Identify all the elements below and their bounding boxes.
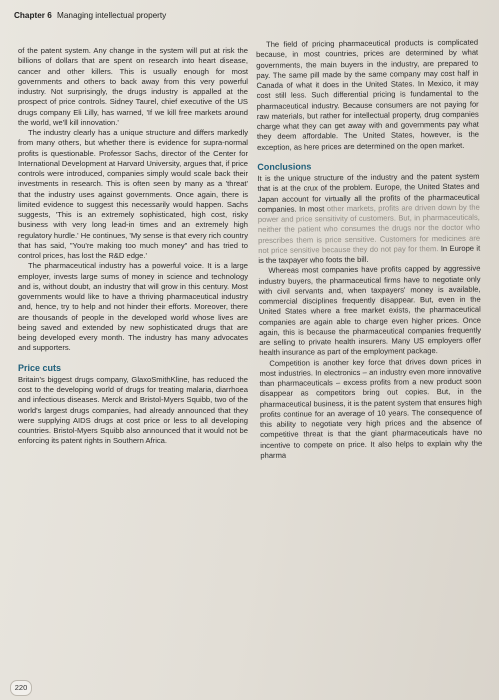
faded-text-run: other markets, profits are driven down by the power and price sensitivity of customers. But, in pharmaceuticals, neither the patient who consumes the drugs nor the doctor who prescribes them is price sensitive. Customers for medicines are not price sensitive because they do not pay for them.: [257, 202, 481, 255]
text-run: In Europe it is the taxpayer who foots the bill.: [258, 243, 481, 265]
paragraph: [257, 172, 480, 267]
paragraph: Britain's biggest drugs company, GlaxoSmithKline, has reduced the cost to the developing world of drugs for treating malaria, diarrhoea and infectious diseases. Merck and Bristol-Myers Squibb, two of the world's largest drugs companies, had already announced that they were supplying AIDS drugs at cost price or less to all developing countries. Bristol-Myers Squibb also announced that it would not be enforcing its patent rights in Southern Africa.: [18, 374, 248, 446]
text-run: It is the unique structure of the industry and the patent system that is at the crux of the problem. Europe, the United States and Japan account for virtually all the profits of the pharmaceutical companies. In most: [257, 171, 480, 214]
running-header: [14, 11, 166, 20]
paragraph: The field of pricing pharmaceutical products is complicated because, in most countries, prices are determined by what governments, the main buyers in the industry, are prepared to pay. The same pill made by the same company may cost half in Canada of what it does in the United States. In Mexico, it may cost still less. Such differential pricing is fundamental to the pharmaceutical industry. Because consumers are not paying for raw materials, but rather for intellectual property, drug companies charge what they can get away with and governments pay what they deem affordable. The United States, however, is the exception, as here prices are determined on the open market.: [256, 37, 480, 152]
section-heading-price-cuts: Price cuts: [18, 362, 62, 373]
paragraph: Competition is another key force that drives down prices in most industries. In electronics – an industry even more innovative than pharmaceuticals – excess profits from a new product soon disappear as competitors bring out copies. But, in the pharmaceutical business, it is the patent system that ensures high profits continue for an average of 10 years. The consequence of this ability to negotiate very high prices and the absence of competitive threat is that the giant pharmaceuticals have no incentive to compete on price. It also helps to explain why the pharma: [259, 356, 483, 460]
section-heading-conclusions: Conclusions: [257, 161, 312, 172]
page-number: 220: [10, 680, 32, 696]
paragraph: Whereas most companies have profits capped by aggressive industry buyers, the pharmaceutical firms have to negotiate only with civil servants and, when taxpayers' money is available, commercial disciplines frequently disappear. But, even in the United States where a free market exists, the pharmaceutical companies are again able to charge even higher prices. Once again, this is because the pharmaceutical companies frequently are selling to private health insurers. Many US employers offer health insurance as part of the employment package.: [258, 263, 482, 358]
paragraph: of the patent system. Any change in the system will put at risk the billions of dollars that are spent on research into heart disease, cancer and other killers. This is usually enough for most governments and others to back away from this very powerful industry. Not surprisingly, the drugs industry is appalled at the prospect of price controls. Sidney Taurel, chief executive of the US drugs company Eli Lilly, has warned, 'If we kill free markets around the world, we'll kill innovation.': [18, 46, 248, 127]
paragraph: The pharmaceutical industry has a powerful voice. It is a large employer, invests large sums of money in science and technology and is, without doubt, an industry that will grow in this century. Most governments would like to have a thriving pharmaceutical industry and, hence, try to help and not hinder their efforts. Moreover, there are thousands of people in the developed world whose lives are being saved and extended by new sophisticated drugs that are being developed every month. The industry has many advocates and supporters.: [18, 261, 248, 353]
right-column: [256, 38, 482, 461]
paragraph: The industry clearly has a unique structure and differs markedly from many others, but whether there is evidence for supra-normal profits is questionable. Professor Sachs, director of the Center for International Development at Harvard University, argues that, if price controls were introduced, companies simply would scale back their investments in research. This is often seen by many as a 'threat' that the industry uses against governments. Once again, there is limited evidence to suggest this necessarily would happen. Sachs suggests, 'This is an extremely sophisticated, high cost, risky business with very long lead-in times and an extremely high regulatory hurdle.' He continues, 'My sense is that every rich country that has said, "You're making too much money" and has tried to control prices, has lost the R&D edge.': [18, 128, 248, 260]
chapter-title: Managing intellectual property: [57, 11, 167, 20]
chapter-label: Chapter 6: [14, 11, 52, 20]
left-column: [18, 46, 248, 447]
